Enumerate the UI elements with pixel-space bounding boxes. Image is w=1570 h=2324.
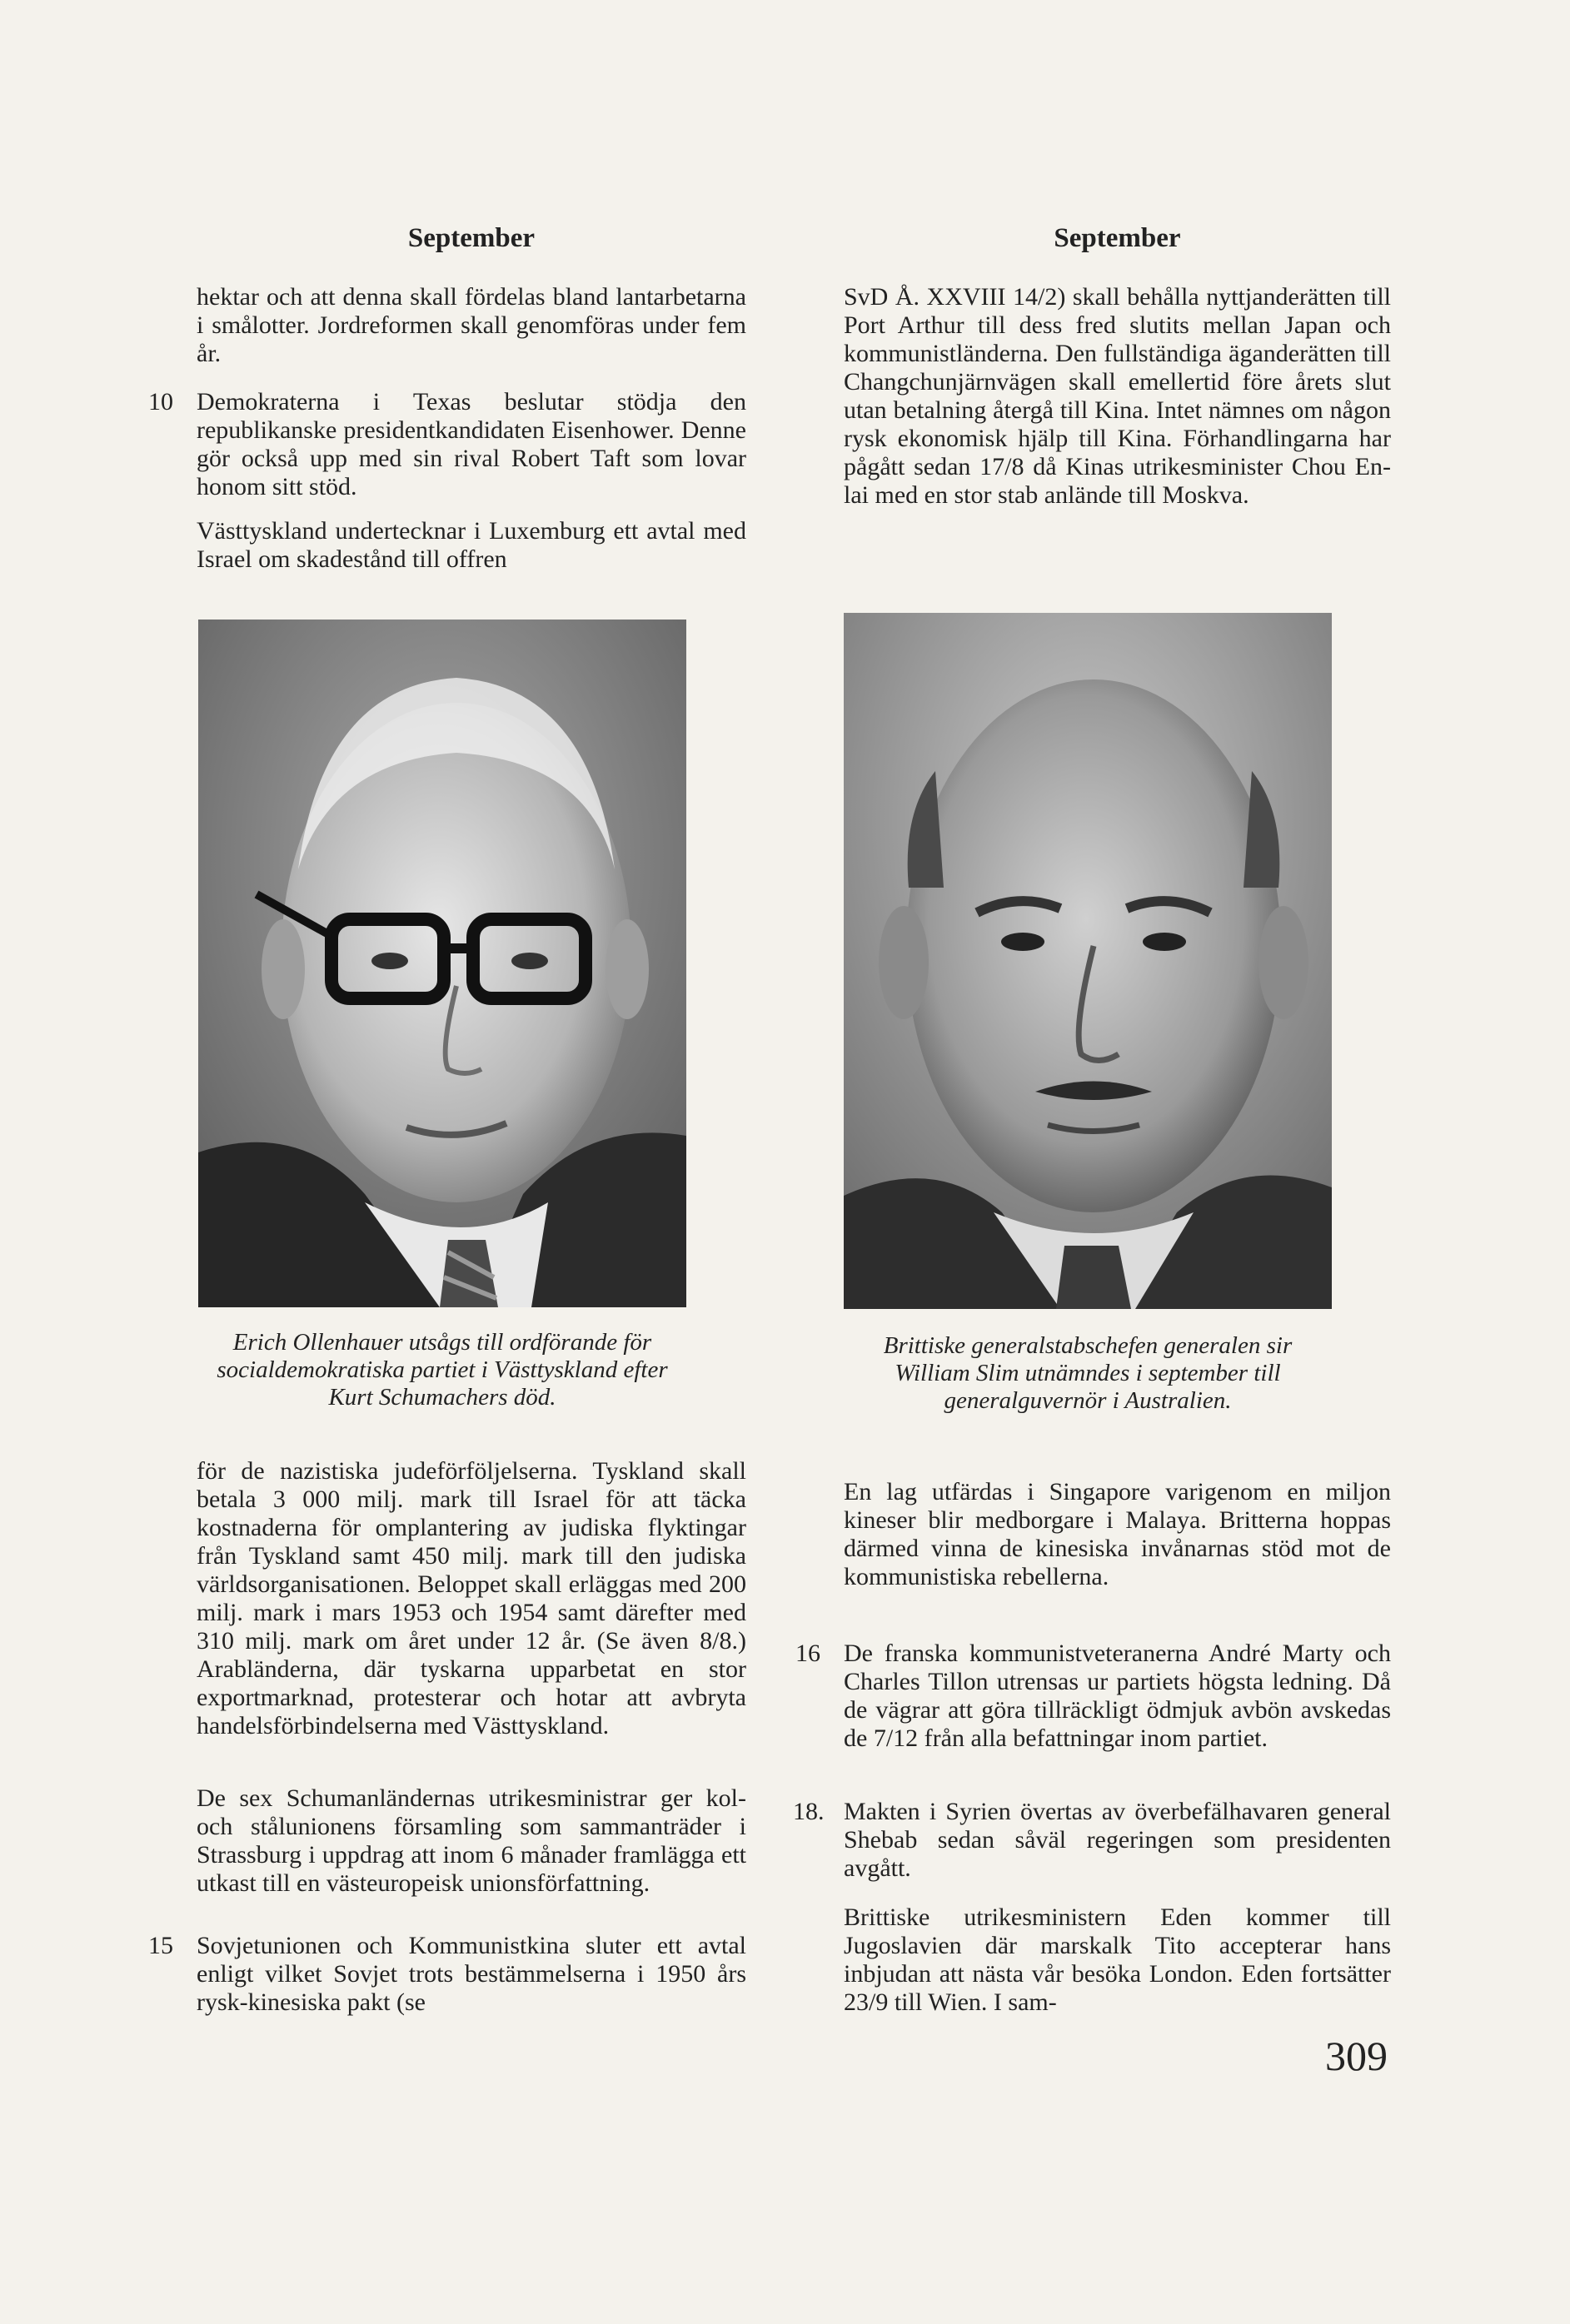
day-number-18: 18. [793,1798,825,1825]
portrait-ollenhauer-image [198,620,686,1307]
right-paragraph-1: SvD Å. XXVIII 14/2) skall behålla nyttjanderätten till Port Arthur till dess fred slutits mellan Japan och kommunistländerna. Den fullständiga äganderätten till Changchunjärnvägen skall emellertid före årets slut utan betalning återgå till Kina. Intet nämnes om någon rysk ekonomisk hjälp till Kina. Förhandlingarna har pågått sedan 17/8 då Kinas utrikesminister Chou En-lai med en stor stab anlände till Moskva. [844,283,1391,509]
left-paragraph-1: hektar och att denna skall fördelas bland lantarbetarna i smålotter. Jordreformen skall genomföras under fem år. [197,283,746,367]
left-paragraph-5: De sex Schumanländernas utrikesministrar ger kol- och stålunionens församling som sammanträder i Strassburg i uppdrag att inom 6 månader framlägga ett utkast till en västeuropeisk unionsförfattning. [197,1784,746,1897]
portrait-slim-image [844,613,1332,1309]
portrait-photo-slim [844,613,1332,1309]
right-month-header: September [1054,223,1181,253]
left-paragraph-2: Demokraterna i Texas beslutar stödja den republikanske presidentkandidaten Eisenhower. Denne gör också upp med sin rival Robert Taft som lovar honom sitt stöd. [197,388,746,500]
right-paragraph-3: De franska kommunistveteranerna André Marty och Charles Tillon utrensas ur partiets högsta ledning. Då de vägrar att göra tillräckligt ödmjuk avbön avskedas de 7/12 från alla befattningar inom partiet. [844,1640,1391,1752]
right-photo-caption: Brittiske generalstabschefen generalen sir William Slim utnämndes i september till generalguvernör i Australien. [883,1332,1293,1414]
day-number-10: 10 [148,388,173,416]
left-paragraph-3: Västtyskland undertecknar i Luxemburg ett avtal med Israel om skadestånd till offren [197,517,746,573]
left-paragraph-4: för de nazistiska judeförföljelserna. Tyskland skall betala 3 000 milj. mark till Israel för att täcka kostnaderna för omplantering av judiska flyktingar från Tyskland samt 450 milj. mark till den judiska världsorganisationen. Beloppet skall erläggas med 200 milj. mark i mars 1953 och 1954 samt därefter med 310 milj. mark om året under 12 år. (Se även 8/8.) Arabländerna, där tyskarna upparbetat en stor exportmarknad, protesterar och hotar att avbryta handelsförbindelserna med Västtyskland. [197,1457,746,1739]
portrait-photo-ollenhauer [198,620,686,1307]
left-photo-caption: Erich Ollenhauer utsågs till ordförande för socialdemokratiska partiet i Västtyskland efter Kurt Schumachers död. [217,1329,668,1411]
left-month-header: September [407,223,536,253]
right-paragraph-4: Makten i Syrien övertas av överbefälhavaren general Shebab sedan såväl regeringen som presidenten avgått. [844,1798,1391,1882]
left-paragraph-6: Sovjetunionen och Kommunistkina sluter ett avtal enligt vilket Sovjet trots bestämmelserna i 1950 års rysk-kinesiska pakt (se [197,1932,746,2016]
day-number-16: 16 [795,1640,820,1667]
page-number: 309 [1325,2033,1388,2079]
right-paragraph-5: Brittiske utrikesministern Eden kommer till Jugoslavien där marskalk Tito accepterar hans inbjudan att nästa vår besöka London. Eden fortsätter 23/9 till Wien. I sam- [844,1903,1391,2016]
day-number-15: 15 [148,1932,173,1959]
right-paragraph-2: En lag utfärdas i Singapore varigenom en miljon kineser blir medborgare i Malaya. Britterna hoppas därmed vinna de kinesiska invånarnas stöd mot de kommunistiska rebellerna. [844,1478,1391,1590]
